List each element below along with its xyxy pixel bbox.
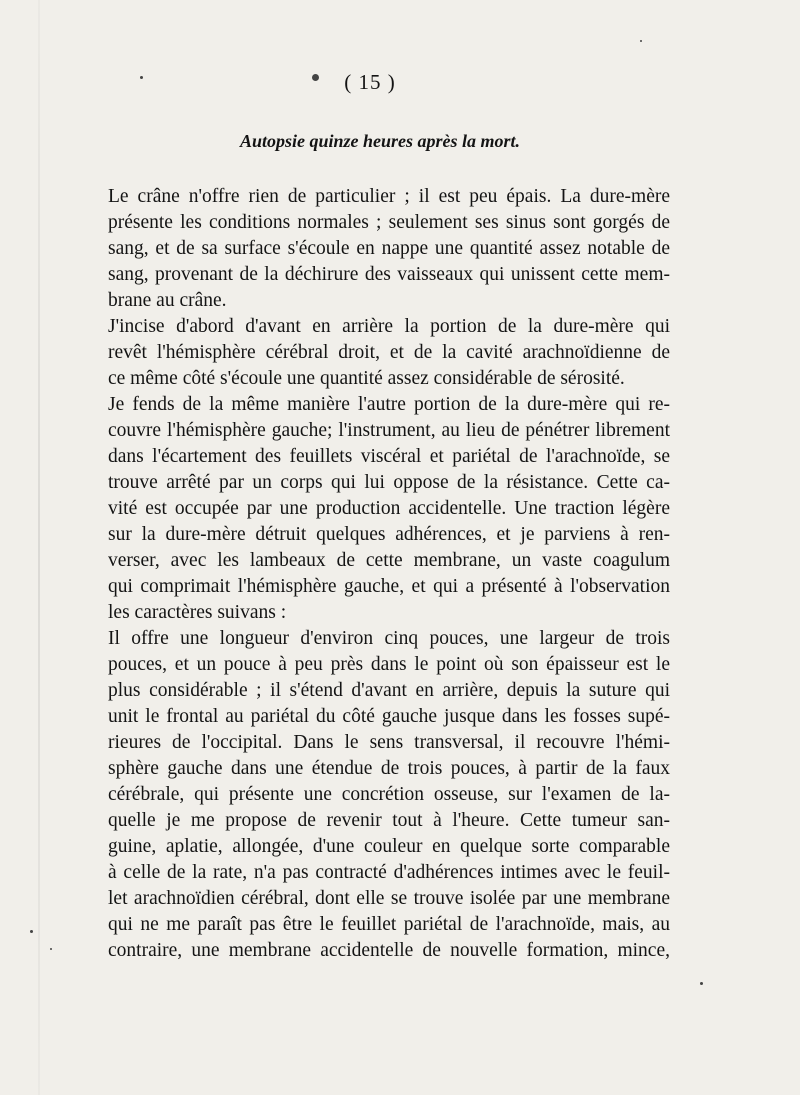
text-line: contraire, une membrane accidentelle de nouvelle formation, mince, bbox=[108, 940, 670, 961]
text-line: verser, avec les lambeaux de cette membrane, un vaste coagulum bbox=[108, 550, 670, 571]
section-heading: Autopsie quinze heures après la mort. bbox=[239, 131, 521, 151]
text-line: couvre l'hémisphère gauche; l'instrument, au lieu de pénétrer librement bbox=[108, 420, 670, 441]
text-line: présente les conditions normales ; seulement ses sinus sont gorgés de bbox=[108, 212, 670, 233]
text-line: let arachnoïdien cérébral, dont elle se trouve isolée par une membrane bbox=[108, 888, 670, 909]
text-line: sphère gauche dans une étendue de trois pouces, à partir de la faux bbox=[108, 758, 670, 779]
ink-speck bbox=[640, 40, 642, 42]
text-line: sang, et de sa surface s'écoule en nappe une quantité assez notable de bbox=[108, 238, 670, 259]
text-line: Le crâne n'offre rien de particulier ; il est peu épais. La dure-mère bbox=[108, 186, 670, 207]
text-line: qui ne me paraît pas être le feuillet pariétal de l'arachnoïde, mais, au bbox=[108, 914, 670, 935]
ink-speck bbox=[50, 948, 52, 950]
text-line: ce même côté s'écoule une quantité assez considérable de sérosité. bbox=[108, 368, 625, 389]
body-text bbox=[108, 184, 670, 964]
text-line: plus considérable ; il s'étend d'avant en arrière, depuis la suture qui bbox=[108, 680, 670, 701]
text-line: revêt l'hémisphère cérébral droit, et de la cavité arachnoïdienne de bbox=[108, 342, 670, 363]
text-line: vité est occupée par une production accidentelle. Une traction légère bbox=[108, 498, 670, 519]
text-line: cérébrale, qui présente une concrétion osseuse, sur l'examen de la- bbox=[108, 784, 670, 805]
text-line: Il offre une longueur d'environ cinq pouces, une largeur de trois bbox=[108, 628, 670, 649]
text-line: dans l'écartement des feuillets viscéral et pariétal de l'arachnoïde, se bbox=[108, 446, 670, 467]
text-line: Je fends de la même manière l'autre portion de la dure-mère qui re- bbox=[108, 394, 670, 415]
text-line: trouve arrêté par un corps qui lui oppose de la résistance. Cette ca- bbox=[108, 472, 670, 493]
page-fold-shadow bbox=[38, 0, 40, 1095]
text-line: à celle de la rate, n'a pas contracté d'adhérences intimes avec le feuil- bbox=[108, 862, 670, 883]
ink-speck bbox=[140, 76, 143, 79]
page-number: ( 15 ) bbox=[344, 70, 396, 94]
text-line: unit le frontal au pariétal du côté gauche jusque dans les fosses supé- bbox=[108, 706, 670, 727]
text-line: pouces, et un pouce à peu près dans le point où son épaisseur est le bbox=[108, 654, 670, 675]
text-line: guine, aplatie, allongée, d'une couleur en quelque sorte comparable bbox=[108, 836, 670, 857]
text-line: sur la dure-mère détruit quelques adhérences, et je parviens à ren- bbox=[108, 524, 670, 545]
text-line: rieures de l'occipital. Dans le sens transversal, il recouvre l'hémi- bbox=[108, 732, 670, 753]
text-line: brane au crâne. bbox=[108, 290, 227, 311]
text-line: quelle je me propose de revenir tout à l'heure. Cette tumeur san- bbox=[108, 810, 670, 831]
text-line: qui comprimait l'hémisphère gauche, et qui a présenté à l'observation bbox=[108, 576, 670, 597]
text-line: sang, provenant de la déchirure des vaisseaux qui unissent cette mem- bbox=[108, 264, 670, 285]
ink-speck bbox=[30, 930, 33, 933]
text-line: J'incise d'abord d'avant en arrière la portion de la dure-mère qui bbox=[108, 316, 670, 337]
ink-speck bbox=[700, 982, 703, 985]
ink-speck bbox=[312, 74, 319, 81]
text-line: les caractères suivans : bbox=[108, 602, 287, 623]
